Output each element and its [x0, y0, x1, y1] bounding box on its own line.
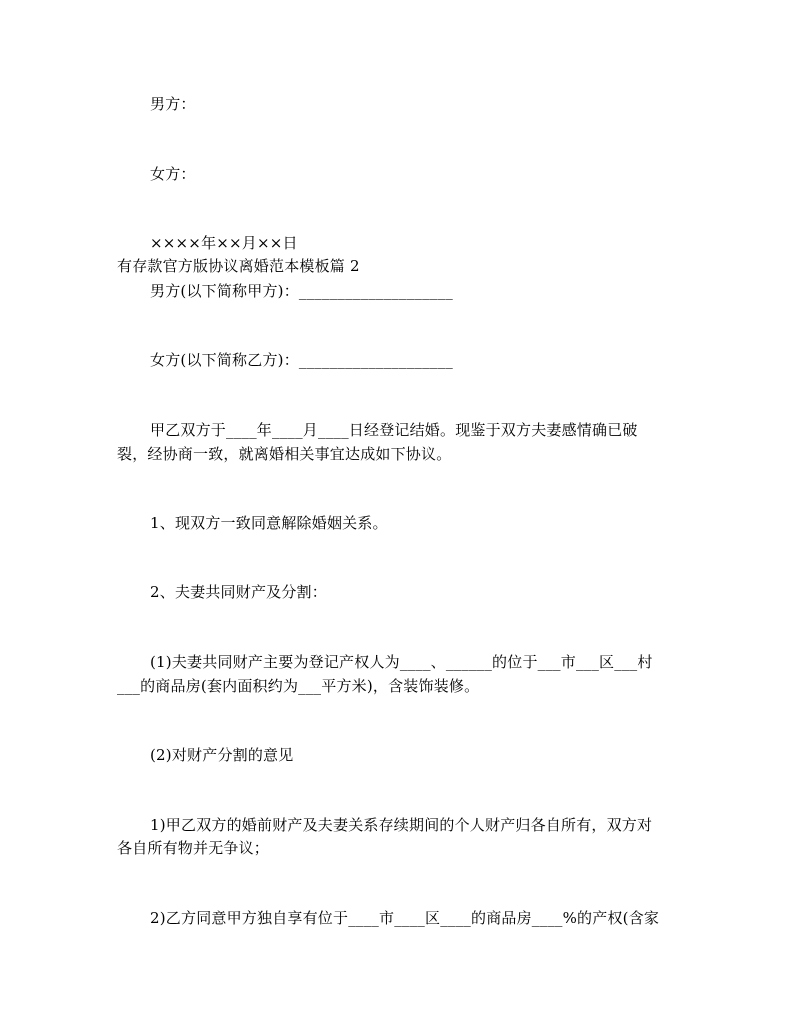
item-1-line-1: 1)甲乙双方的婚前财产及夫妻关系存续期间的个人财产归各自所有，双方对 [150, 816, 653, 834]
party-b-line: 女方(以下简称乙方)：____________________ [150, 351, 453, 369]
section-title: 有存款官方版协议离婚范本模板篇 2 [117, 257, 360, 275]
clause-2-1-line-1: (1)夫妻共同财产主要为登记产权人为____、______的位于___市___区___村 [150, 653, 653, 671]
clause-2-1-line-2: ___的商品房(套内面积约为___平方米)，含装饰装修。 [117, 677, 480, 695]
intro-paragraph-line-2: 裂，经协商一致，就离婚相关事宜达成如下协议。 [117, 445, 452, 463]
date-line: ××××年××月××日 [150, 234, 298, 252]
clause-2-2-heading: (2)对财产分割的意见 [150, 746, 294, 764]
item-1-line-2: 各自所有物并无争议； [117, 839, 270, 857]
party-a-line: 男方(以下简称甲方)：____________________ [150, 282, 453, 300]
female-party-label: 女方： [150, 165, 196, 183]
intro-paragraph-line-1: 甲乙双方于____年____月____日经登记结婚。现鉴于双方夫妻感情确已破 [150, 421, 638, 439]
clause-2-heading: 2、夫妻共同财产及分割： [150, 583, 327, 601]
item-2-line-1: 2)乙方同意甲方独自享有位于____市____区____的商品房____%的产权(含家 [150, 909, 660, 927]
clause-1: 1、现双方一致同意解除婚姻关系。 [150, 514, 388, 532]
male-party-label: 男方： [150, 95, 196, 113]
